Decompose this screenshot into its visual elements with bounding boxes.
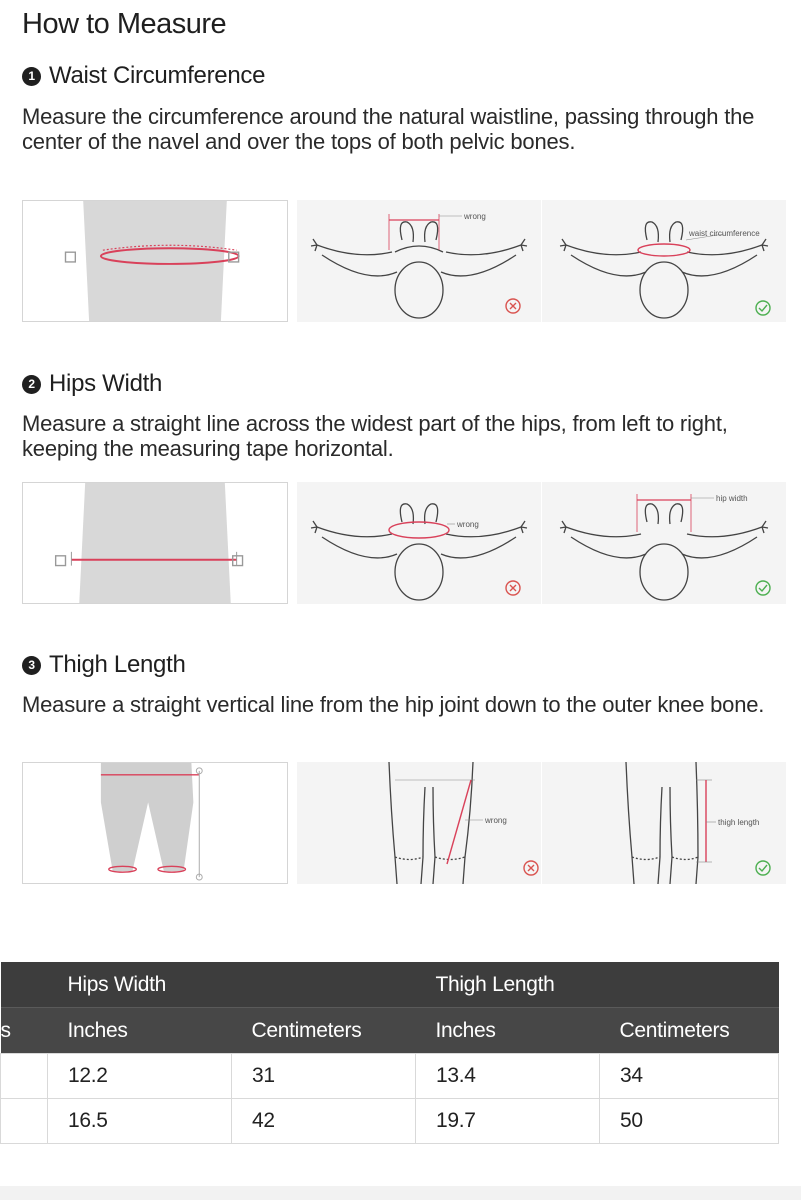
table-header-cell: s <box>1 1008 48 1054</box>
wrong-label: wrong <box>457 520 479 529</box>
waist-correct-illustration <box>542 200 786 322</box>
section-title: Hips Width <box>49 370 163 397</box>
table-row <box>1 1099 779 1144</box>
section-description: Measure the circumference around the natural waistline, passing through the center of the navel and over the tops of both pelvic bones. <box>22 104 755 154</box>
step-number: 3 <box>22 656 41 675</box>
footer-bar <box>0 1186 801 1200</box>
table-cell <box>1 1099 48 1144</box>
hips-wrong-illustration <box>297 482 541 604</box>
table-header-hips: Hips Width <box>48 962 416 1008</box>
x-circle-icon <box>506 299 520 313</box>
table-header-cell: Centimeters <box>232 1008 416 1054</box>
waist-wrong-illustration <box>297 200 541 322</box>
table-header-cell: Inches <box>416 1008 600 1054</box>
section-heading-waist <box>22 62 265 90</box>
table-header-cell <box>1 962 48 1008</box>
check-circle-icon <box>756 581 770 595</box>
thigh-correct-illustration <box>542 762 786 884</box>
table-header-thigh: Thigh Length <box>416 962 779 1008</box>
check-circle-icon <box>756 301 770 315</box>
table-header-cell: Inches <box>48 1008 232 1054</box>
table-cell <box>1 1054 48 1099</box>
table-cell: 31 <box>232 1054 416 1099</box>
section-description: Measure a straight vertical line from the hip joint down to the outer knee bone. <box>22 692 765 717</box>
table-cell: 12.2 <box>48 1054 232 1099</box>
x-circle-icon <box>524 861 538 875</box>
wrong-label: wrong <box>485 816 507 825</box>
x-circle-icon <box>506 581 520 595</box>
table-sub-header <box>1 1008 779 1054</box>
table-cell: 16.5 <box>48 1099 232 1144</box>
section-title: Thigh Length <box>49 651 186 678</box>
wrong-label: wrong <box>464 212 486 221</box>
table-cell: 13.4 <box>416 1054 600 1099</box>
correct-label: hip width <box>716 494 748 503</box>
table-cell: 19.7 <box>416 1099 600 1144</box>
table-cell: 50 <box>600 1099 779 1144</box>
table-row <box>1 1054 779 1099</box>
step-number: 1 <box>22 67 41 86</box>
section-heading-hips <box>22 370 162 398</box>
size-table <box>0 962 779 1144</box>
correct-label: thigh length <box>718 818 760 827</box>
correct-label: waist circumference <box>689 229 760 238</box>
waist-photo-panel <box>22 200 288 322</box>
table-group-header <box>1 962 779 1008</box>
table-cell: 42 <box>232 1099 416 1144</box>
table-header-cell: Centimeters <box>600 1008 779 1054</box>
page-title: How to Measure <box>22 8 227 40</box>
section-description: Measure a straight line across the widest part of the hips, from left to right, keeping the measuring tape horizontal. <box>22 411 728 461</box>
section-title: Waist Circumference <box>49 62 266 89</box>
hips-correct-illustration <box>542 482 786 604</box>
section-heading-thigh <box>22 651 186 679</box>
thigh-wrong-illustration <box>297 762 541 884</box>
hips-photo-panel <box>22 482 288 604</box>
thigh-photo-panel <box>22 762 288 884</box>
step-number: 2 <box>22 375 41 394</box>
table-cell: 34 <box>600 1054 779 1099</box>
check-circle-icon <box>756 861 770 875</box>
